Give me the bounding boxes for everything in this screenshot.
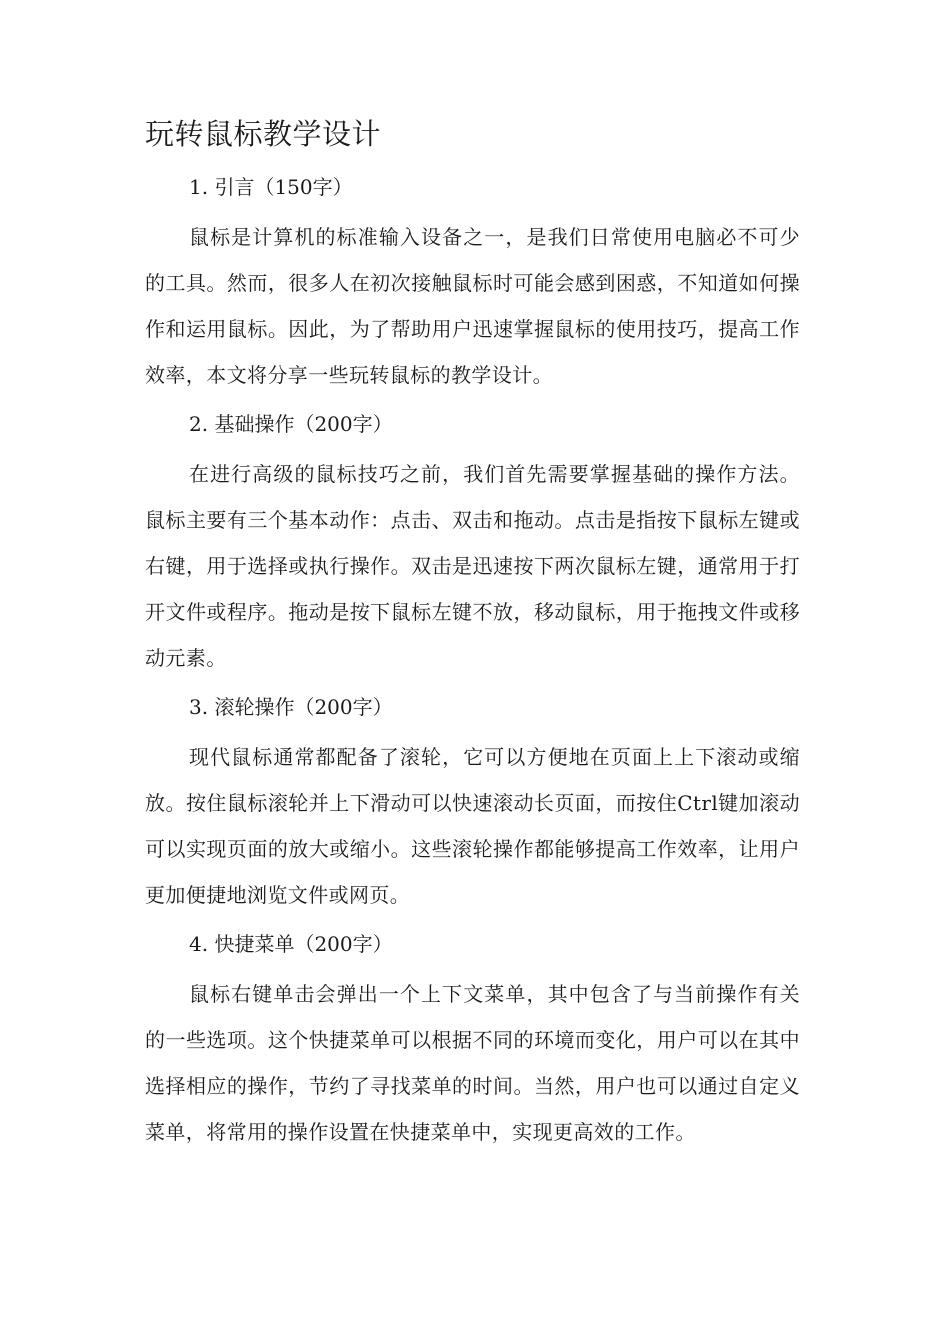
section-paragraph: 鼠标右键单击会弹出一个上下文菜单，其中包含了与当前操作有关的一些选项。这个快捷菜单可以根据不同的环境而变化，用户可以在其中选择相应的操作，节约了寻找菜单的时间。当然，用户也可以通过自定义菜单，将常用的操作设置在快捷菜单中，实现更高效的工作。 bbox=[145, 982, 800, 1144]
section-paragraph: 鼠标是计算机的标准输入设备之一，是我们日常使用电脑必不可少的工具。然而，很多人在初次接触鼠标时可能会感到困惑，不知道如何操作和运用鼠标。因此，为了帮助用户迅速掌握鼠标的使用技巧，提高工作效率，本文将分享一些玩转鼠标的教学设计。 bbox=[145, 225, 800, 387]
document-title: 玩转鼠标教学设计 bbox=[145, 117, 382, 151]
section-paragraph: 在进行高级的鼠标技巧之前，我们首先需要掌握基础的操作方法。鼠标主要有三个基本动作：点击、双击和拖动。点击是指按下鼠标左键或右键，用于选择或执行操作。双击是迅速按下两次鼠标左键，通常用于打开文件或程序。拖动是按下鼠标左键不放，移动鼠标，用于拖拽文件或移动元素。 bbox=[145, 462, 800, 670]
section-heading: 3. 滚轮操作（200字） bbox=[189, 695, 393, 719]
document-body bbox=[145, 164, 800, 1155]
section-heading: 2. 基础操作（200字） bbox=[189, 412, 393, 436]
section-paragraph: 现代鼠标通常都配备了滚轮，它可以方便地在页面上上下滚动或缩放。按住鼠标滚轮并上下滑动可以快速滚动长页面，而按住Ctrl键加滚动可以实现页面的放大或缩小。这些滚轮操作都能够提高工作效率，让用户更加便捷地浏览文件或网页。 bbox=[145, 745, 800, 907]
section-heading: 4. 快捷菜单（200字） bbox=[189, 932, 393, 956]
section-context-menu bbox=[145, 921, 800, 1155]
section-heading: 1. 引言（150字） bbox=[189, 175, 353, 199]
section-basic-operations bbox=[145, 401, 800, 684]
section-introduction bbox=[145, 164, 800, 401]
section-scroll-wheel bbox=[145, 684, 800, 921]
